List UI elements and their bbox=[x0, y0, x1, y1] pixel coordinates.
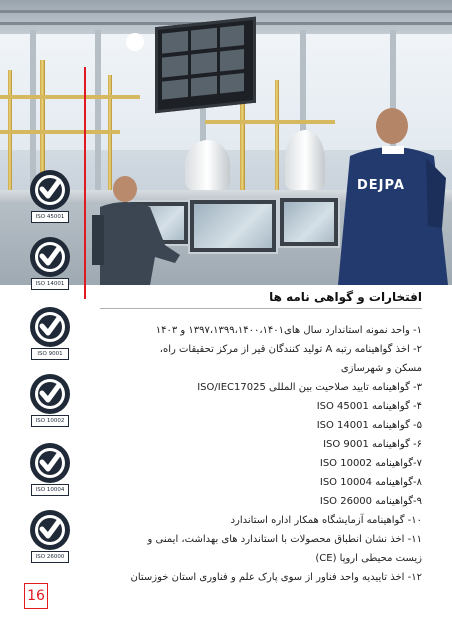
iso-badge bbox=[29, 307, 71, 369]
checkmark-icon bbox=[30, 510, 70, 550]
red-accent-line bbox=[84, 67, 86, 299]
list-item: ۵- گواهینامه ISO 14001 bbox=[316, 420, 422, 431]
refinery-pipe bbox=[205, 120, 335, 124]
ceiling-beam bbox=[0, 10, 452, 13]
iso-badge bbox=[29, 237, 71, 299]
cctv-monitor bbox=[155, 17, 256, 114]
list-item: زیست محیطی اروپا (CE) bbox=[315, 553, 422, 564]
list-item: ۹-گواهینامه ISO 26000 bbox=[319, 496, 422, 507]
list-item: مسکن و شهرسازی bbox=[340, 363, 422, 374]
achievements-section bbox=[100, 290, 422, 587]
iso-badge-label: ISO 14001 bbox=[31, 278, 69, 290]
list-item: ۶- گواهینامه ISO 9001 bbox=[323, 439, 422, 450]
iso-badge-label: ISO 45001 bbox=[31, 211, 69, 223]
iso-badge bbox=[29, 443, 71, 505]
section-heading: افتخارات و گواهی نامه ها bbox=[269, 290, 422, 304]
storage-tank bbox=[285, 130, 325, 190]
list-item: ۸-گواهینامه ISO 10004 bbox=[319, 477, 422, 488]
white-dot-decoration bbox=[126, 33, 144, 51]
checkmark-icon bbox=[30, 237, 70, 277]
checkmark-icon bbox=[30, 443, 70, 483]
refinery-pipe bbox=[8, 70, 12, 200]
list-item: ۴- گواهینامه ISO 45001 bbox=[316, 401, 422, 412]
list-item: ۲- اخذ گواهینامه رتبه A تولید کنندگان قیر از مرکز تحقیقات راه، bbox=[159, 344, 422, 355]
checkmark-icon bbox=[30, 307, 70, 347]
console-monitor bbox=[188, 198, 278, 254]
page-number: 16 bbox=[24, 583, 48, 609]
list-item: ۳- گواهینامه تایید صلاحیت بین المللی ISO/IEC17025 bbox=[197, 382, 422, 393]
iso-badge bbox=[29, 510, 71, 572]
list-item: ۱۱- اخذ نشان انطباق محصولات با استاندارد های بهداشت، ایمنی و bbox=[147, 534, 422, 545]
iso-badge-label: ISO 26000 bbox=[31, 551, 69, 563]
worker-figure bbox=[330, 108, 452, 285]
iso-badge-label: ISO 9001 bbox=[31, 348, 69, 360]
iso-badge bbox=[29, 170, 71, 232]
refinery-pipe bbox=[0, 130, 120, 134]
iso-badge bbox=[29, 374, 71, 436]
list-item: ۷-گواهینامه ISO 10002 bbox=[319, 458, 422, 469]
operator-figure bbox=[70, 175, 180, 285]
brand-logo-text: DEJPA bbox=[357, 178, 405, 193]
list-item: ۱۲- اخذ تاییدیه واحد فناور از سوی پارک علم و فناوری استان خوزستان bbox=[130, 572, 422, 583]
storage-tank bbox=[185, 140, 230, 190]
refinery-pipe bbox=[0, 95, 140, 99]
list-item: ۱۰- گواهینامه آزمایشگاه همکار اداره استاندارد bbox=[230, 515, 422, 526]
iso-badge-label: ISO 10004 bbox=[31, 484, 69, 496]
checkmark-icon bbox=[30, 170, 70, 210]
refinery-pipe bbox=[240, 95, 245, 195]
iso-badge-label: ISO 10002 bbox=[31, 415, 69, 427]
list-item: ۱- واحد نمونه استاندارد سال های۱۳۹۷،۱۳۹۹،۱۴۰۰،۱۴۰۱ و ۱۴۰۳ bbox=[155, 325, 422, 336]
checkmark-icon bbox=[30, 374, 70, 414]
heading-divider bbox=[100, 308, 422, 309]
refinery-pipe bbox=[275, 80, 279, 195]
